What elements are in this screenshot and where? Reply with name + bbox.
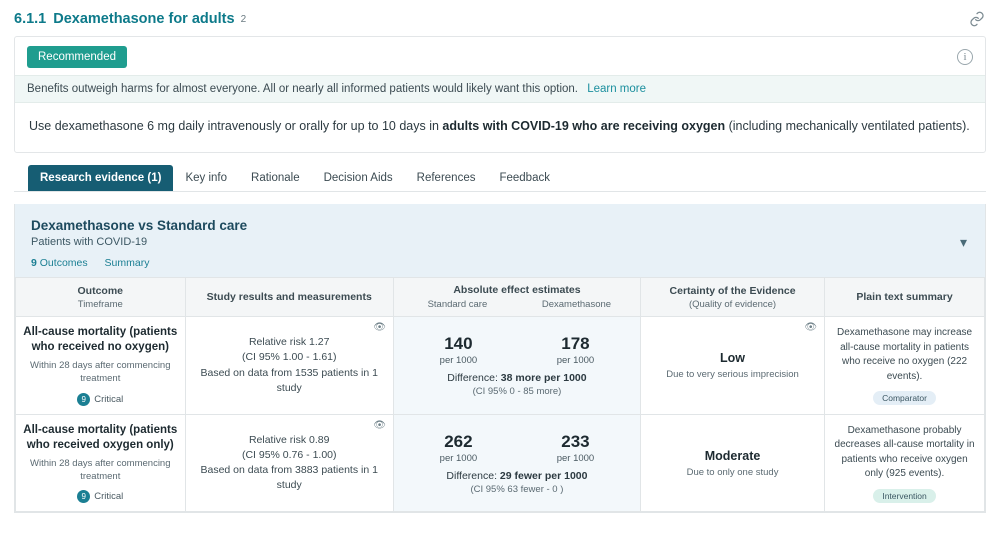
- importance-label: Critical: [94, 393, 124, 405]
- tab-bar: [14, 165, 986, 192]
- relative-risk-ci: (CI 95% 0.76 - 1.00): [241, 448, 337, 461]
- cell-plain-summary: [825, 414, 985, 512]
- outcome-importance: [22, 393, 179, 406]
- tab-decision-aids[interactable]: Decision Aids: [323, 172, 393, 185]
- difference-label: Difference:: [446, 469, 500, 482]
- absolute-difference: [400, 372, 634, 384]
- header-absolute-label: Absolute effect estimates: [453, 284, 581, 297]
- outcomes-count: 9: [31, 257, 37, 270]
- tab-feedback[interactable]: Feedback: [499, 172, 550, 185]
- absolute-intervention-unit: per 1000: [556, 355, 595, 367]
- absolute-intervention: [517, 432, 634, 464]
- cell-certainty: [640, 317, 824, 415]
- learn-more-link[interactable]: Learn more: [587, 83, 647, 95]
- comparison-population: Patients with COVID-19: [31, 236, 148, 249]
- recommendation-number: 6.1.1: [14, 11, 47, 27]
- summary-link[interactable]: Summary: [104, 257, 150, 270]
- strength-description: [15, 75, 985, 103]
- outcomes-label: Outcomes: [39, 257, 88, 270]
- study-basis: Based on data from 3883 patients in 1 study: [200, 464, 378, 492]
- page-title: Dexamethasone for adults: [53, 11, 235, 27]
- recommendation-card: [14, 36, 986, 153]
- absolute-control: [400, 334, 517, 366]
- cell-absolute-effect: [393, 317, 640, 415]
- eye-icon[interactable]: 👁: [804, 322, 818, 334]
- tab-key-info[interactable]: Key info: [185, 172, 228, 185]
- comparator-pill: Comparator: [873, 391, 936, 405]
- intervention-pill: Intervention: [873, 489, 935, 503]
- outcome-timeframe: Within 28 days after commencing treatment: [30, 457, 171, 482]
- header-plain-summary: [825, 278, 985, 317]
- header-absolute-control: Standard care: [427, 299, 488, 311]
- cell-plain-summary: [825, 317, 985, 415]
- cell-outcome: [16, 317, 186, 415]
- recommendation-text-bold: adults with COVID-19 who are receiving oxygen: [442, 119, 726, 133]
- tab-rationale[interactable]: Rationale: [251, 172, 300, 185]
- cell-study-results: [185, 414, 393, 512]
- header-outcome-sub: Timeframe: [77, 298, 123, 310]
- eye-icon[interactable]: 👁: [373, 419, 386, 431]
- outcomes-link[interactable]: [31, 257, 88, 269]
- cell-absolute-effect: [393, 414, 640, 512]
- link-icon[interactable]: [968, 10, 986, 28]
- absolute-control-value: 140: [444, 334, 473, 354]
- evidence-table: [15, 277, 985, 512]
- comparison-panel: [14, 204, 986, 513]
- header-study-label: Study results and measurements: [206, 291, 372, 304]
- absolute-difference: [400, 470, 634, 482]
- title-superscript: 2: [240, 13, 247, 25]
- header-certainty-sub: (Quality of evidence): [688, 298, 777, 310]
- outcome-timeframe: Within 28 days after commencing treatment: [30, 360, 171, 385]
- absolute-control: [400, 432, 517, 464]
- eye-icon[interactable]: 👁: [373, 322, 386, 334]
- difference-value: 38 more per 1000: [500, 372, 587, 385]
- importance-label: Critical: [94, 491, 124, 503]
- status-badge: Recommended: [27, 46, 127, 68]
- strength-row: [15, 37, 985, 75]
- header-certainty-label: Certainty of the Evidence: [669, 284, 796, 297]
- certainty-grade: Moderate: [704, 448, 761, 463]
- outcome-name: All-cause mortality (patients who received oxygen only): [23, 423, 178, 451]
- cell-study-results: [185, 317, 393, 415]
- cell-outcome: [16, 414, 186, 512]
- header-certainty: [640, 278, 824, 317]
- study-basis: Based on data from 1535 patients in 1 study: [200, 366, 378, 394]
- absolute-intervention-unit: per 1000: [556, 452, 595, 464]
- absolute-intervention-value: 233: [561, 431, 590, 451]
- comparison-title: Dexamethasone vs Standard care: [31, 218, 248, 234]
- tab-references[interactable]: References: [416, 172, 476, 185]
- comparison-header: [15, 204, 985, 277]
- header-absolute: [393, 278, 640, 317]
- relative-risk: Relative risk 1.27: [248, 336, 330, 349]
- recommendation-text: [15, 103, 985, 152]
- certainty-reason: Due to very serious imprecision: [666, 369, 799, 381]
- header-outcome-label: Outcome: [77, 284, 124, 297]
- importance-badge: 9: [77, 393, 90, 406]
- certainty-reason: Due to only one study: [686, 466, 779, 478]
- difference-ci: (CI 95% 63 fewer - 0 ): [470, 483, 564, 495]
- tab-research-evidence[interactable]: Research evidence (1): [28, 165, 173, 191]
- chevron-down-icon[interactable]: ▾: [959, 234, 967, 251]
- header-absolute-intervention: Dexamethasone: [541, 299, 612, 311]
- table-header-row: [16, 278, 985, 317]
- absolute-control-value: 262: [444, 431, 473, 451]
- difference-label: Difference:: [447, 372, 501, 385]
- recommendation-text-part2: (including mechanically ventilated patients).: [725, 119, 970, 133]
- certainty-grade: Low: [720, 351, 746, 366]
- outcome-name: All-cause mortality (patients who received no oxygen): [23, 326, 178, 354]
- header-outcome: [16, 278, 186, 317]
- absolute-control-unit: per 1000: [439, 452, 478, 464]
- plain-summary-text: Dexamethasone may increase all-cause mortality in patients who receive no oxygen (222 events).: [837, 327, 973, 382]
- outcome-importance: [22, 490, 179, 503]
- page-header: [0, 0, 1000, 36]
- table-row: [16, 414, 985, 512]
- info-icon[interactable]: i: [957, 49, 973, 65]
- absolute-intervention: [517, 334, 634, 366]
- comparison-links: [31, 257, 969, 269]
- strength-description-text: Benefits outweigh harms for almost everyone. All or nearly all informed patients would likely want this option.: [27, 83, 578, 95]
- recommendation-text-part1: Use dexamethasone 6 mg daily intravenously or orally for up to 10 days in: [29, 119, 443, 133]
- difference-ci: (CI 95% 0 - 85 more): [472, 386, 562, 398]
- absolute-intervention-value: 178: [561, 334, 590, 354]
- relative-risk-ci: (CI 95% 1.00 - 1.61): [241, 351, 337, 364]
- difference-value: 29 fewer per 1000: [499, 469, 588, 482]
- table-row: [16, 317, 985, 415]
- header-study: [185, 278, 393, 317]
- cell-certainty: [640, 414, 824, 512]
- plain-summary-text: Dexamethasone probably decreases all-cause mortality in patients who receive oxygen only (925 events).: [834, 424, 975, 480]
- absolute-control-unit: per 1000: [439, 355, 478, 367]
- header-plain-label: Plain text summary: [856, 291, 953, 304]
- importance-badge: 9: [77, 490, 90, 503]
- relative-risk: Relative risk 0.89: [248, 433, 330, 446]
